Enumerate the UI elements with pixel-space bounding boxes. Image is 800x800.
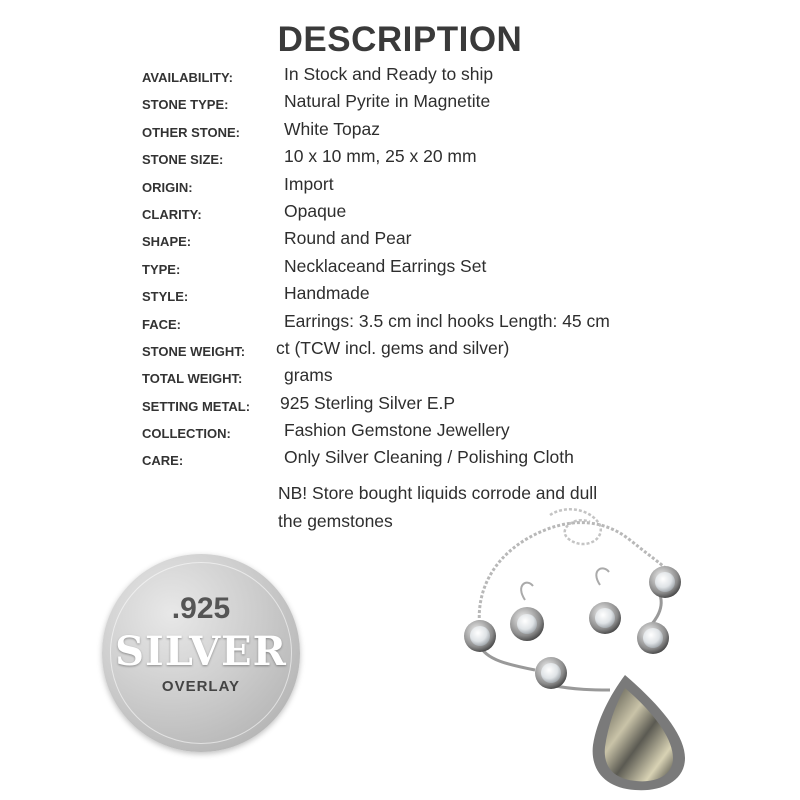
spec-value: 10 x 10 mm, 25 x 20 mm: [284, 146, 477, 167]
spec-value: Round and Pear: [284, 228, 412, 249]
spec-label: ORIGIN:: [142, 179, 193, 195]
spec-label: STONE WEIGHT:: [142, 343, 246, 359]
spec-value: Fashion Gemstone Jewellery: [284, 420, 510, 441]
spec-row-collection: [142, 420, 782, 447]
spec-row-care: [142, 447, 782, 474]
silver-overlay-badge: [102, 554, 300, 752]
spec-value: White Topaz: [284, 118, 380, 139]
spec-row-shape: [142, 228, 782, 255]
spec-value: ct (TCW incl. gems and silver): [276, 337, 510, 358]
spec-row-stone-type: [142, 91, 782, 118]
spec-value: Handmade: [284, 283, 370, 304]
round-stone-setting: [649, 566, 681, 598]
spec-label: SETTING METAL:: [142, 398, 251, 414]
earring-hook: [596, 568, 609, 585]
spec-label: TYPE:: [142, 261, 181, 277]
spec-value: Earrings: 3.5 cm incl hooks Length: 45 cm: [284, 310, 610, 331]
round-stone-setting: [535, 657, 567, 689]
badge-purity: .925: [171, 592, 231, 625]
spec-label: SHAPE:: [142, 234, 192, 250]
spec-value: Natural Pyrite in Magnetite: [284, 91, 491, 112]
earring-stone: [589, 602, 621, 634]
care-note-line-1: NB! Store bought liquids corrode and dull: [278, 483, 598, 503]
spec-label: FACE:: [142, 316, 181, 332]
necklace-chain: [479, 523, 675, 628]
round-stone-setting: [637, 622, 669, 654]
spec-row-type: [142, 256, 782, 283]
spec-value: In Stock and Ready to ship: [284, 64, 494, 84]
spec-list: [142, 64, 782, 475]
spec-row-other-stone: [142, 119, 782, 146]
spec-row-clarity: [142, 201, 782, 228]
spec-label: STONE SIZE:: [142, 152, 224, 168]
round-stone-setting: [464, 620, 496, 652]
spec-label: OTHER STONE:: [142, 124, 240, 140]
spec-row-setting-metal: [142, 393, 782, 420]
spec-value: 925 Sterling Silver E.P: [280, 392, 456, 413]
badge-finish: OVERLAY: [161, 678, 241, 695]
spec-row-style: [142, 283, 782, 310]
spec-value: Opaque: [284, 200, 347, 221]
spec-value: grams: [284, 365, 333, 386]
spec-label: CARE:: [142, 453, 184, 469]
spec-value: Only Silver Cleaning / Polishing Cloth: [284, 447, 574, 468]
spec-label: COLLECTION:: [142, 426, 231, 442]
spec-row-total-weight: [142, 365, 782, 392]
badge-metal: SILVER: [115, 628, 287, 675]
spec-label: STYLE:: [142, 289, 189, 305]
spec-label: AVAILABILITY:: [142, 70, 233, 85]
spec-row-face: [142, 311, 782, 338]
pear-pendant: [593, 675, 685, 790]
earring-hook: [521, 583, 533, 600]
spec-label: STONE TYPE:: [142, 97, 229, 113]
spec-value: Import: [284, 173, 334, 194]
spec-value: Necklaceand Earrings Set: [284, 255, 487, 276]
spec-row-origin: [142, 174, 782, 201]
spec-row-stone-size: [142, 146, 782, 173]
earring-stone: [510, 607, 544, 641]
care-note-line-2: the gemstones: [278, 511, 393, 531]
page-title: DESCRIPTION: [277, 20, 523, 59]
spec-label: CLARITY:: [142, 206, 202, 222]
spec-row-stone-weight: [142, 338, 782, 365]
spec-row-availability: [142, 64, 782, 91]
jewelry-product-photo: [455, 500, 700, 792]
spec-label: TOTAL WEIGHT:: [142, 371, 243, 387]
